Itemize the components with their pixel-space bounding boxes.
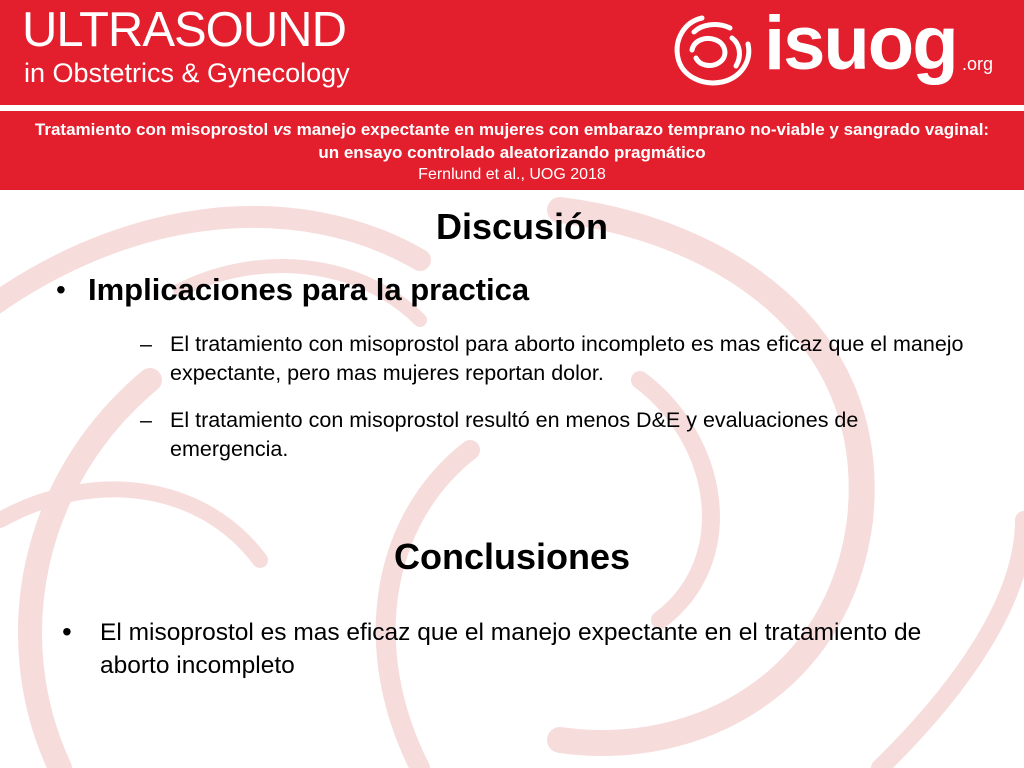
discussion-bullet: • (56, 274, 66, 305)
journal-subtitle: in Obstetrics & Gynecology (24, 58, 350, 88)
conclusions-heading: Conclusiones (393, 536, 631, 577)
implication-text-1: El tratamiento con misoprostol para aborto incompleto es mas eficaz que el manejo expectante, pero mas mujeres reportan dolor. (170, 332, 964, 385)
journal-title: ULTRASOUND (22, 3, 346, 57)
isuog-logo (672, 1, 1002, 90)
implications-subheading: Implicaciones para la practica (88, 272, 530, 307)
isuog-domain-suffix: .org (962, 54, 994, 74)
conclusion-bullet: • (62, 616, 72, 647)
paper-citation: Fernlund et al., UOG 2018 (418, 166, 606, 183)
dash-marker: – (140, 408, 152, 432)
conclusion-text: El misoprostol es mas eficaz que el manejo expectante en el tratamiento de aborto incompleto (100, 619, 922, 679)
dash-marker: – (140, 332, 152, 356)
fetus-logo-icon (672, 10, 758, 90)
paper-title-vs: vs (272, 120, 292, 139)
paper-banner (0, 111, 1024, 190)
journal-header (0, 0, 1024, 105)
isuog-wordmark: isuog (764, 1, 957, 86)
discussion-heading: Discusión (435, 206, 609, 247)
implication-text-2: El tratamiento con misoprostol resultó en menos D&E y evaluaciones de emergencia. (170, 408, 859, 461)
paper-title-part1: Tratamiento con misoprostol (34, 120, 273, 139)
paper-title (28, 118, 996, 164)
slide-content (0, 190, 1024, 768)
paper-title-part2: manejo expectante en mujeres con embarazo temprano no-viable y sangrado vaginal: un ensayo controlado aleatorizando pragmático (291, 120, 990, 162)
